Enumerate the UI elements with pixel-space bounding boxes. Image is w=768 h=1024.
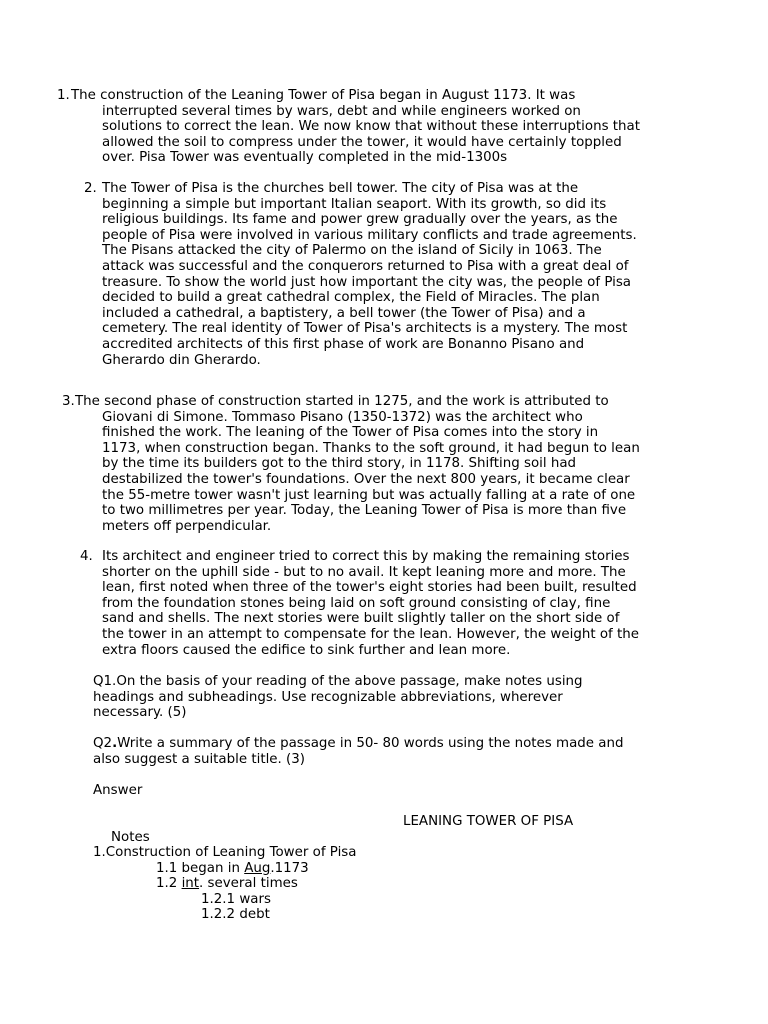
paragraph-line: Giovani di Simone. Tommaso Pisano (1350-1372) was the architect who [102,409,583,425]
paragraph-line: to two millimetres per year. Today, the Leaning Tower of Pisa is more than five [102,503,627,519]
paragraph-line: beginning a simple but important Italian seaport. With its growth, so did its [102,196,607,212]
paragraph-4-text [102,549,639,658]
question-line: headings and subheadings. Use recognizable abbreviations, wherever [93,689,563,705]
passage-paragraph-4 [80,549,639,658]
paragraph-line: accredited architects of this first phase of work are Bonanno Pisano and [102,336,585,352]
paragraph-line: shorter on the uphill side - but to no avail. It kept leaning more and more. The [102,564,626,580]
paragraph-3-text [75,394,640,534]
question-line: also suggest a suitable title. (3) [93,751,306,767]
paragraph-line: the 55-metre tower wasn't just learning but was actually falling at a rate of one [102,487,636,503]
paragraph-line: attack was successful and the conquerors returned to Pisa with a great deal of [102,258,629,274]
notes-heading-1: 1.Construction of Leaning Tower of Pisa [93,845,357,860]
paragraph-line: from the foundation stones being laid on soft ground consisting of clay, fine [102,595,611,611]
paragraph-line: sand and shells. The next stories were built slightly taller on the short side of [102,611,620,627]
paragraph-line: 1173, when construction began. Thanks to the soft ground, it had begun to lean [102,440,640,456]
notes-item-1-2-2: 1.2.2 debt [201,907,270,922]
paragraph-line: over. Pisa Tower was eventually completed in the mid-1300s [102,150,508,166]
question-2-first-line [93,736,623,752]
paragraph-3-first-line: The second phase of construction started in 1275, and the work is attributed to [75,394,609,409]
paragraph-line: by the time its builders got to the third story, in 1178. Shifting soil had [102,456,577,472]
passage-paragraph-2 [84,181,637,368]
paragraph-line: Its architect and engineer tried to correct this by making the remaining stories [102,549,630,564]
paragraph-line: interrupted several times by wars, debt and while engineers worked on [102,103,581,119]
notes-item-1-2 [156,876,298,892]
paragraph-line: the tower in an attempt to compensate for the lean. However, the weight of the [102,626,639,642]
paragraph-line: people of Pisa were involved in various military conflicts and trade agreements. [102,227,637,243]
paragraph-1-text [71,88,641,166]
paragraph-line: destabilized the tower's foundations. Over the next 800 years, it became clear [102,471,630,487]
notes-label: Notes [111,830,150,845]
paragraph-line: cemetery. The real identity of Tower of Pisa's architects is a mystery. The most [102,321,628,337]
paragraph-3-number: 3. [62,394,75,409]
answer-label: Answer [93,783,143,798]
notes-item-1-1-abbr: Aug [244,861,271,876]
passage-paragraph-1 [57,88,641,166]
notes-item-1-1-suffix: .1173 [270,861,309,876]
paragraph-1-number: 1. [57,88,70,103]
paragraph-line: finished the work. The leaning of the Tower of Pisa comes into the story in [102,425,599,441]
question-1 [93,674,583,721]
paragraph-4-number: 4. [80,549,93,564]
notes-item-1-1-prefix: 1.1 began in [156,861,245,876]
question-line: necessary. (5) [93,705,187,721]
paragraph-2-number: 2. [84,181,97,196]
paragraph-2-text [102,181,637,368]
passage-paragraph-3 [62,394,640,534]
paragraph-line: lean, first noted when three of the tower's eight stories had been built, resulted [102,580,637,596]
paragraph-line: treasure. To show the world just how important the city was, the people of Pisa [102,274,632,290]
paragraph-line: extra floors caused the edifice to sink further and lean more. [102,642,511,658]
paragraph-line: solutions to correct the lean. We now know that without these interruptions that [102,119,641,135]
notes-item-1-2-prefix: 1.2 [156,876,182,891]
answer-title: LEANING TOWER OF PISA [403,814,574,829]
notes-item-1-2-1: 1.2.1 wars [201,892,271,907]
notes-item-1-1 [156,861,309,877]
paragraph-line: The Pisans attacked the city of Palermo on the island of Sicily in 1063. The [102,243,602,259]
paragraph-line: decided to build a great cathedral complex, the Field of Miracles. The plan [102,290,600,306]
paragraph-line: religious buildings. Its fame and power grew gradually over the years, as the [102,212,618,228]
notes-item-1-2-abbr: int [181,876,200,891]
question-2 [93,736,623,767]
question-line: Q1.On the basis of your reading of the above passage, make notes using [93,674,583,689]
paragraph-line: The Tower of Pisa is the churches bell tower. The city of Pisa was at the [102,181,579,196]
paragraph-line: Gherardo din Gherardo. [102,352,261,368]
question-2-label: Q2 [93,736,113,751]
question-2-dot: . [112,736,118,751]
paragraph-line: allowed the soil to compress under the tower, it would have certainly toppled [102,134,622,150]
question-2-text: Write a summary of the passage in 50- 80 words using the notes made and [117,736,624,751]
paragraph-1-first-line: The construction of the Leaning Tower of Pisa began in August 1173. It was [71,88,576,103]
notes-item-1-2-suffix: . several times [199,876,298,891]
paragraph-line: meters off perpendicular. [102,518,272,534]
paragraph-line: included a cathedral, a baptistery, a bell tower (the Tower of Pisa) and a [102,305,586,321]
